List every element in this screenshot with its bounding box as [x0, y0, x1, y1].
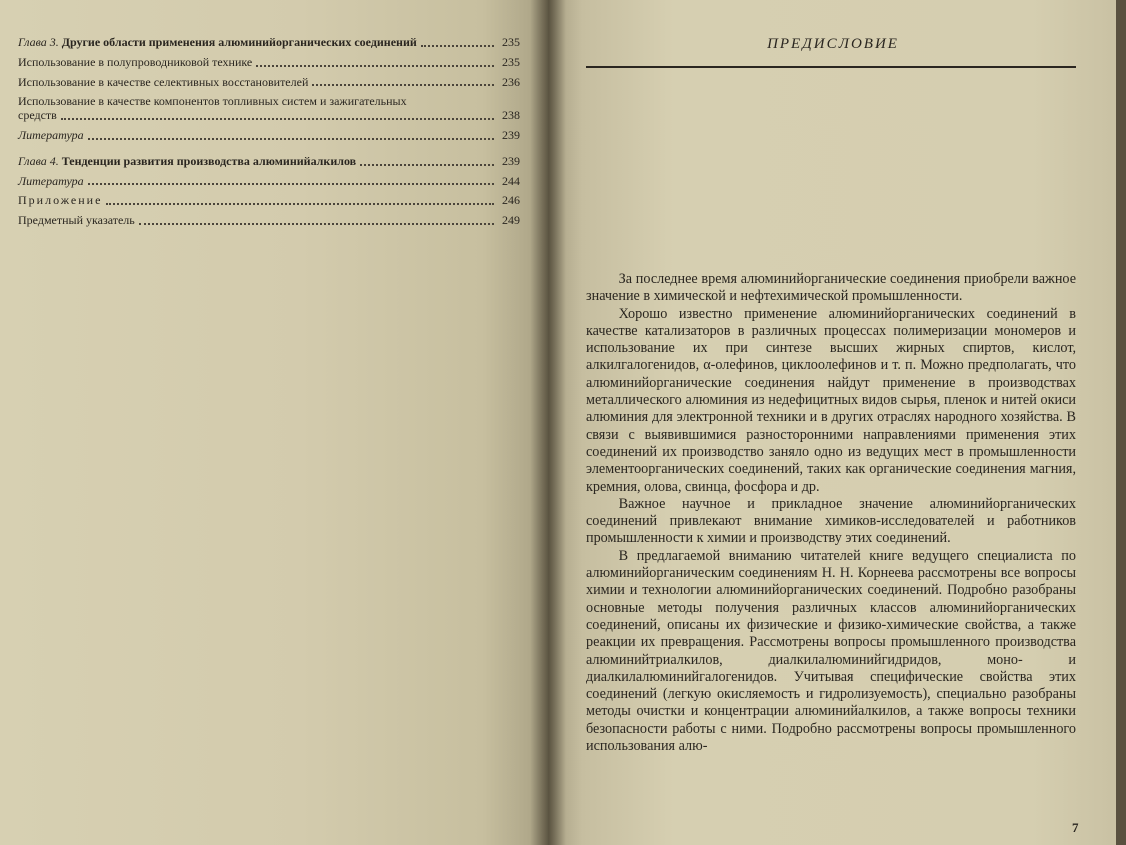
toc-appendix: Приложение 246 — [18, 193, 520, 208]
toc-chapter-4 — [18, 155, 520, 169]
leader-dots — [421, 44, 494, 47]
toc-page-number: 244 — [502, 173, 520, 188]
toc-literature: Литература 244 — [18, 173, 520, 188]
leader-dots — [106, 202, 494, 205]
chapter-label: Глава 4. — [18, 153, 59, 168]
heading-rule — [586, 66, 1076, 68]
chapter-title: Другие области применения алюминийорганических соединений — [61, 35, 417, 49]
leader-dots — [360, 163, 494, 166]
preface-body — [586, 271, 1076, 755]
toc-index: Предметный указатель 249 — [18, 213, 520, 228]
toc-page-number: 235 — [502, 35, 520, 49]
leader-dots — [88, 182, 494, 185]
leader-dots — [61, 117, 494, 120]
toc-chapter-3 — [18, 36, 520, 50]
toc-page-number: 239 — [502, 153, 520, 168]
paragraph: Хорошо известно применение алюминийорганических соединений в качестве катализаторов в различных процессах полимеризации мономеров и использование их при синтезе высших жирных спиртов, кислот, алкилгалогенидов, α-олефинов, циклоолефинов и т. п. Можно предполагать, что алюминийорганические соединения найдут применение в производствах металлического алюминия из недефицитных видов сырья, пленок и нитей окиси алюминия для электронной техники и в других отраслях народного хозяйства. В связи с выявившимися разносторонними направлениями применения этих соединений их производство заняло одно из ведущих мест в промышленности элементоорганических соединений, таких как органические соединения магния, кремния, олова, свинца, фосфора и др. — [586, 305, 1076, 495]
toc-item: Использование в качестве селективных восстановителей 236 — [18, 74, 520, 89]
page-number: 7 — [1072, 820, 1079, 835]
toc-item: Использование в полупроводниковой технике 235 — [18, 54, 520, 69]
leader-dots — [139, 222, 494, 225]
left-page — [0, 0, 548, 845]
right-page — [548, 0, 1118, 845]
toc-page-number: 239 — [502, 127, 520, 142]
chapter-label: Глава 3. — [18, 35, 59, 49]
toc-page-number: 236 — [502, 74, 520, 89]
leader-dots — [88, 137, 494, 140]
paragraph: В предлагаемой вниманию читателей книге ведущего специалиста по алюминийорганическим соединениям Н. Н. Корнеева рассмотрены все вопросы химии и технологии алюминийорганических соединений. Подробно разобраны основные методы получения различных классов алюминийорганических соединений, описаны их физические и физико-химические свойства, а также реакции их превращения. Рассмотрены вопросы промышленного производства алюминийтриалкилов, диалкилалюминийгидридов, моно- и диалкилалюминийгалогенидов. Учитывая специфические свойства этих соединений (легкую окисляемость и гидролизуемость), специально разобраны методы очистки и концентрации алюминийалкилов, а также вопросы техники безопасности работы с ними. Подробно рассмотрены вопросы промышленного использования алю- — [586, 547, 1076, 755]
leader-dots — [312, 83, 494, 86]
toc-literature: Литература 239 — [18, 127, 520, 142]
toc-page-number: 249 — [502, 213, 520, 228]
toc-item: Использование в качестве компонентов топливных систем и зажигательных средств 238 — [18, 94, 520, 123]
preface-heading: ПРЕДИСЛОВИЕ — [767, 36, 899, 52]
toc-page-number: 246 — [502, 193, 520, 208]
table-of-contents — [18, 36, 520, 234]
paragraph: Важное научное и прикладное значение алюминийорганических соединений привлекают внимание химиков-исследователей и работников промышленности к химии и производству этих соединений. — [586, 495, 1076, 547]
leader-dots — [256, 64, 494, 67]
paragraph: За последнее время алюминийорганические соединения приобрели важное значение в химической и нефтехимической промышленности. — [586, 271, 1076, 305]
book-edge — [1116, 0, 1126, 845]
toc-page-number: 235 — [502, 54, 520, 69]
toc-page-number: 238 — [502, 108, 520, 123]
chapter-title: Тенденции развития производства алюминийалкилов — [61, 153, 357, 168]
